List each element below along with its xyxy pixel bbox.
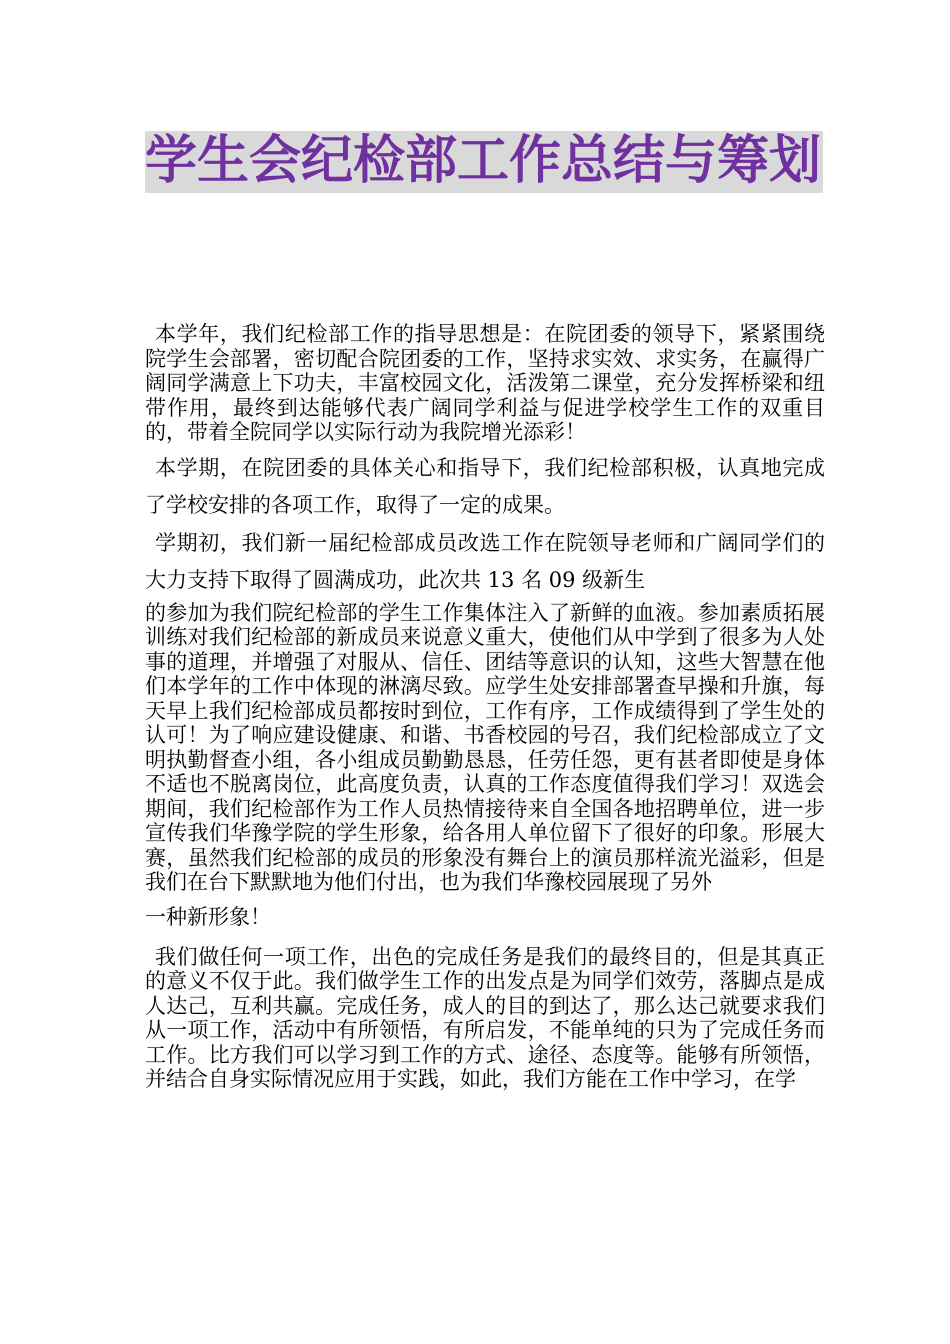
title-text: 学生会纪检部工作总结与筹划 bbox=[145, 131, 822, 191]
paragraph: 本学年，我们纪检部工作的指导思想是：在院团委的领导下，紧紧围绕院学生会部署，密切配合院团委的工作，坚持求实效、求实务，在赢得广阔同学满意上下功夫，丰富校园文化，活泼第二课堂，充分发挥桥梁和纽带作用，最终到达能够代表广阔同学利益与促进学校学生工作的双重目的，带着全院同学以实际行动为我院增光添彩！ bbox=[145, 322, 825, 444]
paragraph: 的参加为我们院纪检部的学生工作集体注入了新鲜的血液。参加素质拓展训练对我们纪检部的新成员来说意义重大，使他们从中学到了很多为人处事的道理，并增强了对服从、信任、团结等意识的认知，这些大智慧在他们本学年的工作中体现的淋漓尽致。应学生处安排部署查早操和升旗，每天早上我们纪检部成员都按时到位，工作有序，工作成绩得到了学生处的认可！为了响应建设健康、和谐、书香校园的号召，我们纪检部成立了文明执勤督查小组，各小组成员勤勤恳恳，任劳任怨，更有甚者即使是身体不适也不脱离岗位，此高度负责，认真的工作态度值得我们学习！双选会期间，我们纪检部作为工作人员热情接待来自全国各地招聘单位，进一步宣传我们华豫学院的学生形象，给各用人单位留下了很好的印象。形展大赛，虽然我们纪检部的成员的形象没有舞台上的演员那样流光溢彩，但是我们在台下默默地为他们付出，也为我们华豫校园展现了另外 bbox=[145, 600, 825, 894]
document-body bbox=[145, 322, 825, 1092]
paragraph: 本学期，在院团委的具体关心和指导下，我们纪检部积极，认真地完成了学校安排的各项工作，取得了一定的成果。 bbox=[145, 455, 825, 517]
paragraph: 我们做任何一项工作，出色的完成任务是我们的最终目的，但是其真正的意义不仅于此。我们做学生工作的出发点是为同学们效劳，落脚点是成人达己，互利共赢。完成任务，成人的目的到达了，那么达己就要求我们从一项工作，活动中有所领悟，有所启发，不能单纯的只为了完成任务而工作。比方我们可以学习到工作的方式、途径、态度等。能够有所领悟，并结合自身实际情况应用于实践，如此，我们方能在工作中学习，在学 bbox=[145, 944, 825, 1091]
paragraph: 一种新形象！ bbox=[145, 904, 271, 929]
document-title bbox=[145, 126, 825, 196]
paragraph: 学期初，我们新一届纪检部成员改选工作在院领导老师和广阔同学们的大力支持下取得了圆满成功，此次共 13 名 09 级新生 bbox=[145, 530, 825, 592]
